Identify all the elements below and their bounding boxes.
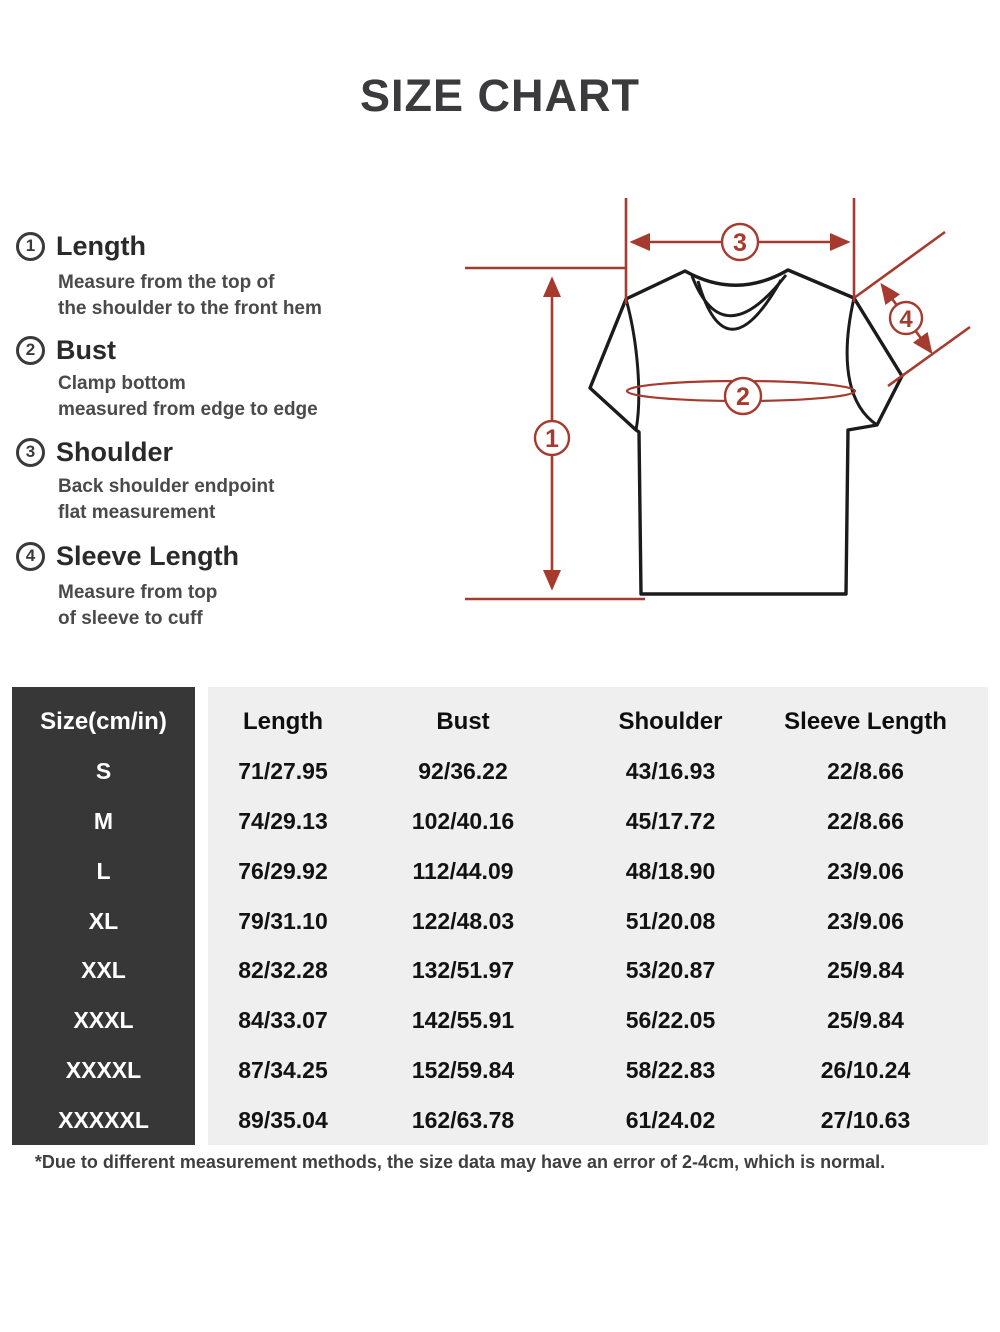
- tshirt-measurement-diagram: [440, 180, 1000, 660]
- measurement-value-cell: 58/22.83: [568, 1046, 773, 1096]
- measurement-value-cell: 89/35.04: [208, 1095, 358, 1145]
- measurement-value-cell: 122/48.03: [358, 896, 568, 946]
- column-gutter: [195, 1046, 208, 1096]
- measure-label: Shoulder: [56, 436, 174, 467]
- footnote: *Due to different measurement methods, the size data may have an error of 2-4cm, which is normal.: [34, 1152, 886, 1172]
- size-label-cell: XL: [12, 896, 195, 946]
- measurement-value-cell: 61/24.02: [568, 1095, 773, 1145]
- measure-desc-sleeve-length: [58, 580, 217, 632]
- measurement-value-cell: 112/44.09: [358, 847, 568, 897]
- diagram-marker-3: 3: [733, 229, 747, 257]
- measurement-value-cell: 53/20.87: [568, 946, 773, 996]
- measurement-value-cell: 45/17.72: [568, 797, 773, 847]
- measurement-value-cell: 25/9.84: [773, 996, 988, 1046]
- measurement-value-cell: 132/51.97: [358, 946, 568, 996]
- size-label-cell: S: [12, 747, 195, 797]
- measurement-value-cell: 152/59.84: [358, 1046, 568, 1096]
- column-header: Length: [208, 687, 358, 747]
- column-gutter: [195, 797, 208, 847]
- tshirt-diagram-svg: [440, 180, 1000, 660]
- measurement-value-cell: 162/63.78: [358, 1095, 568, 1145]
- page-title: SIZE CHART: [360, 70, 640, 121]
- measurement-value-cell: 27/10.63: [773, 1095, 988, 1145]
- measure-item-bust: [16, 332, 116, 368]
- column-header: Sleeve Length: [773, 687, 988, 747]
- measurement-value-cell: 26/10.24: [773, 1046, 988, 1096]
- measure-item-shoulder: [16, 434, 173, 470]
- measurement-value-cell: 82/32.28: [208, 946, 358, 996]
- column-gutter: [195, 1095, 208, 1145]
- sleeve-lower-reference-line: [888, 327, 970, 386]
- diagram-marker-1: 1: [545, 425, 559, 453]
- measurement-value-cell: 43/16.93: [568, 747, 773, 797]
- diagram-marker-4: 4: [899, 306, 913, 333]
- measure-desc-line: Measure from top: [58, 582, 218, 603]
- number-3-circle-icon: 3: [16, 438, 45, 467]
- measurement-value-cell: 87/34.25: [208, 1046, 358, 1096]
- size-label-cell: XXXL: [12, 996, 195, 1046]
- number-1-circle-icon: 1: [16, 232, 45, 261]
- measurement-value-cell: 23/9.06: [773, 847, 988, 897]
- number-4-circle-icon: 4: [16, 542, 45, 571]
- column-gutter: [195, 747, 208, 797]
- number-2-circle-icon: 2: [16, 336, 45, 365]
- measurement-value-cell: 74/29.13: [208, 797, 358, 847]
- measurement-value-cell: 142/55.91: [358, 996, 568, 1046]
- measure-desc-line: the shoulder to the front hem: [58, 298, 322, 319]
- measure-item-sleeve-length: [16, 538, 239, 574]
- measurement-value-cell: 22/8.66: [773, 797, 988, 847]
- size-label-cell: L: [12, 847, 195, 897]
- measure-label: Bust: [56, 334, 116, 365]
- measure-desc-line: Back shoulder endpoint: [58, 476, 275, 497]
- size-label-cell: XXL: [12, 946, 195, 996]
- measure-desc-line: of sleeve to cuff: [58, 608, 203, 629]
- measurement-value-cell: 48/18.90: [568, 847, 773, 897]
- diagram-marker-2: 2: [736, 383, 750, 411]
- measure-desc-shoulder: [58, 474, 274, 526]
- measurement-value-cell: 56/22.05: [568, 996, 773, 1046]
- size-column-header: Size(cm/in): [12, 687, 195, 747]
- measurement-value-cell: 76/29.92: [208, 847, 358, 897]
- column-header: Bust: [358, 687, 568, 747]
- column-gutter: [195, 996, 208, 1046]
- sleeve-upper-reference-line: [854, 232, 945, 298]
- measurement-value-cell: 23/9.06: [773, 896, 988, 946]
- size-label-cell: XXXXXL: [12, 1095, 195, 1145]
- measure-desc-line: Measure from the top of: [58, 272, 275, 293]
- measurement-value-cell: 84/33.07: [208, 996, 358, 1046]
- size-label-cell: M: [12, 797, 195, 847]
- measure-desc-line: flat measurement: [58, 502, 216, 523]
- measure-item-length: [16, 228, 146, 264]
- column-gutter: [195, 946, 208, 996]
- measure-desc-line: measured from edge to edge: [58, 399, 318, 420]
- column-header: Shoulder: [568, 687, 773, 747]
- column-gutter: [195, 847, 208, 897]
- size-label-cell: XXXXL: [12, 1046, 195, 1096]
- measure-desc-line: Clamp bottom: [58, 373, 186, 394]
- measure-label: Length: [56, 230, 146, 261]
- size-table: [12, 687, 988, 1145]
- measurement-value-cell: 92/36.22: [358, 747, 568, 797]
- measurement-value-cell: 71/27.95: [208, 747, 358, 797]
- measurement-value-cell: 79/31.10: [208, 896, 358, 946]
- measurement-value-cell: 25/9.84: [773, 946, 988, 996]
- column-gutter: [195, 896, 208, 946]
- measurement-value-cell: 22/8.66: [773, 747, 988, 797]
- tshirt-outline: [590, 270, 902, 594]
- column-gutter: [195, 687, 208, 747]
- measurement-value-cell: 51/20.08: [568, 896, 773, 946]
- measure-desc-bust: [58, 371, 318, 423]
- measurement-value-cell: 102/40.16: [358, 797, 568, 847]
- measure-desc-length: [58, 270, 322, 322]
- measure-label: Sleeve Length: [56, 540, 240, 571]
